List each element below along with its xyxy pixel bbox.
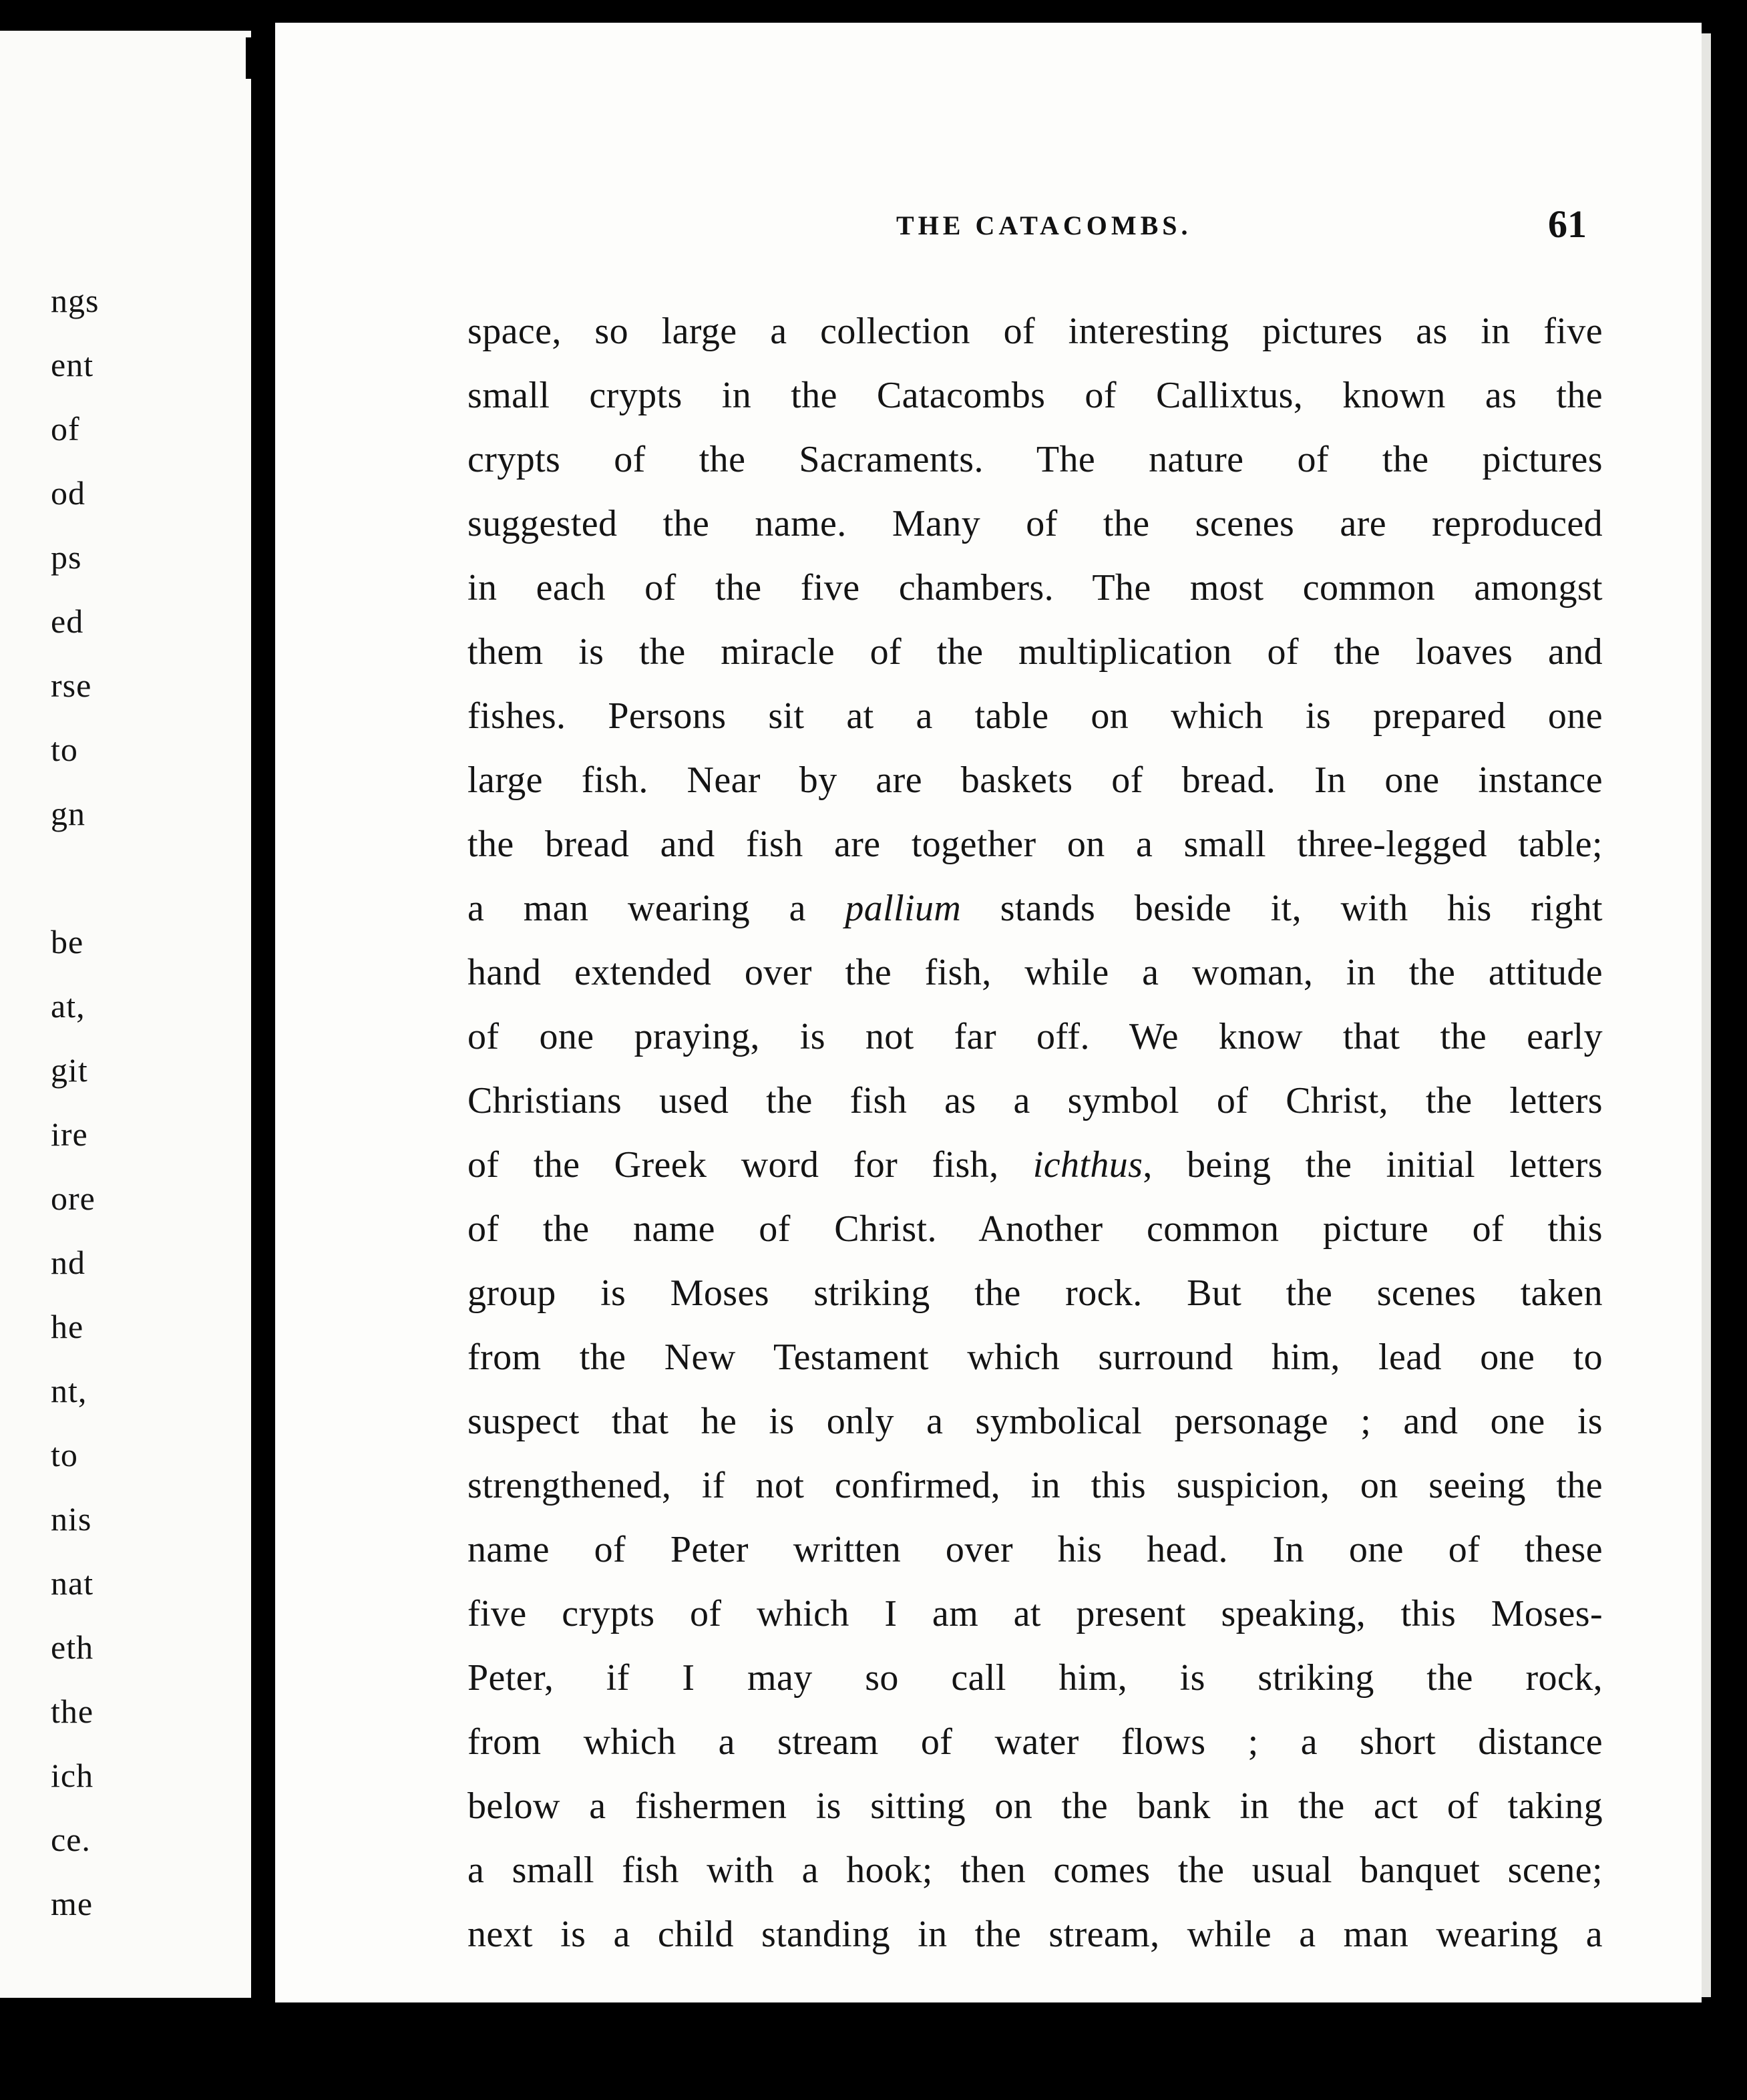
- text-line: name of Peter written over his head. In one of these: [467, 1529, 1603, 1570]
- previous-page-line: the: [51, 1693, 94, 1730]
- previous-page-line: git: [51, 1051, 88, 1089]
- text-line: suspect that he is only a symbolical personage ; and one is: [467, 1401, 1603, 1442]
- text-segment: , being the initial letters: [1143, 1144, 1603, 1186]
- running-head: THE CATACOMBS.: [896, 210, 1192, 240]
- page-body: [467, 299, 1603, 1966]
- text-segment: of the Greek word for fish,: [467, 1144, 1033, 1186]
- text-line: a small fish with a hook; then comes the usual banquet scene;: [467, 1850, 1603, 1891]
- previous-page-line: ed: [51, 602, 84, 640]
- text-line: the bread and fish are together on a small three-legged table;: [467, 824, 1603, 865]
- previous-page-line: nd: [51, 1244, 85, 1281]
- previous-page-line: ire: [51, 1115, 88, 1153]
- text-line: small crypts in the Catacombs of Callixtus, known as the: [467, 375, 1603, 416]
- previous-page-line: nt,: [51, 1372, 87, 1409]
- previous-page-line: rse: [51, 667, 92, 704]
- text-line: strengthened, if not confirmed, in this suspicion, on seeing the: [467, 1465, 1603, 1506]
- book-gutter: [251, 31, 275, 1998]
- text-line: group is Moses striking the rock. But the scenes taken: [467, 1272, 1603, 1314]
- text-line: next is a child standing in the stream, while a man wearing a: [467, 1914, 1603, 1955]
- text-line: from which a stream of water flows ; a short distance: [467, 1721, 1603, 1763]
- previous-page-line: of: [51, 410, 80, 448]
- text-line: of one praying, is not far off. We know that the early: [467, 1016, 1603, 1057]
- text-line: hand extended over the fish, while a woman, in the attitude: [467, 952, 1603, 993]
- previous-page-line: me: [51, 1885, 93, 1922]
- previous-page-line: gn: [51, 795, 85, 832]
- text-line: Christians used the fish as a symbol of Christ, the letters: [467, 1080, 1603, 1121]
- text-line: in each of the five chambers. The most common amongst: [467, 567, 1603, 608]
- text-line: [467, 876, 1603, 940]
- previous-page-line: to: [51, 731, 78, 768]
- text-line: Peter, if I may so call him, is striking the rock,: [467, 1657, 1603, 1699]
- italic-term: pallium: [845, 888, 962, 929]
- text-line: them is the miracle of the multiplication of the loaves and: [467, 631, 1603, 673]
- previous-page-line: be: [51, 923, 84, 960]
- text-line: crypts of the Sacraments. The nature of the pictures: [467, 439, 1603, 480]
- previous-page-fragment: [0, 31, 251, 1998]
- previous-page-line: ich: [51, 1757, 94, 1794]
- previous-page-line: od: [51, 474, 85, 512]
- text-line: fishes. Persons sit at a table on which is prepared one: [467, 695, 1603, 737]
- page-header: [275, 190, 1702, 246]
- previous-page-line: ps: [51, 538, 82, 576]
- previous-page-line: ent: [51, 346, 94, 383]
- text-line: large fish. Near by are baskets of bread. In one instance: [467, 759, 1603, 801]
- previous-page-line: ore: [51, 1180, 95, 1217]
- previous-page-line: eth: [51, 1628, 94, 1666]
- text-segment: a man wearing a: [467, 888, 845, 929]
- italic-term: ichthus: [1032, 1144, 1143, 1186]
- text-line: below a fishermen is sitting on the bank in the act of taking: [467, 1785, 1603, 1827]
- previous-page-line: ce.: [51, 1821, 91, 1858]
- previous-page-line: nis: [51, 1500, 92, 1538]
- previous-page-line: to: [51, 1436, 78, 1473]
- page-edge: [1702, 33, 1711, 1997]
- text-line: suggested the name. Many of the scenes are reproduced: [467, 503, 1603, 544]
- previous-page-line: ngs: [51, 282, 100, 319]
- text-line: from the New Testament which surround him, lead one to: [467, 1337, 1603, 1378]
- text-line: five crypts of which I am at present speaking, this Moses-: [467, 1593, 1603, 1634]
- text-line: of the name of Christ. Another common picture of this: [467, 1208, 1603, 1250]
- book-page: [275, 23, 1702, 2002]
- previous-page-line: nat: [51, 1564, 94, 1602]
- gutter-mark: [246, 37, 251, 79]
- text-segment: stands beside it, with his right: [961, 888, 1603, 929]
- previous-page-line: he: [51, 1308, 84, 1345]
- previous-page-line: at,: [51, 987, 85, 1025]
- text-line: space, so large a collection of interesting pictures as in five: [467, 311, 1603, 352]
- page-number: 61: [1548, 202, 1587, 246]
- text-line: [467, 1133, 1603, 1197]
